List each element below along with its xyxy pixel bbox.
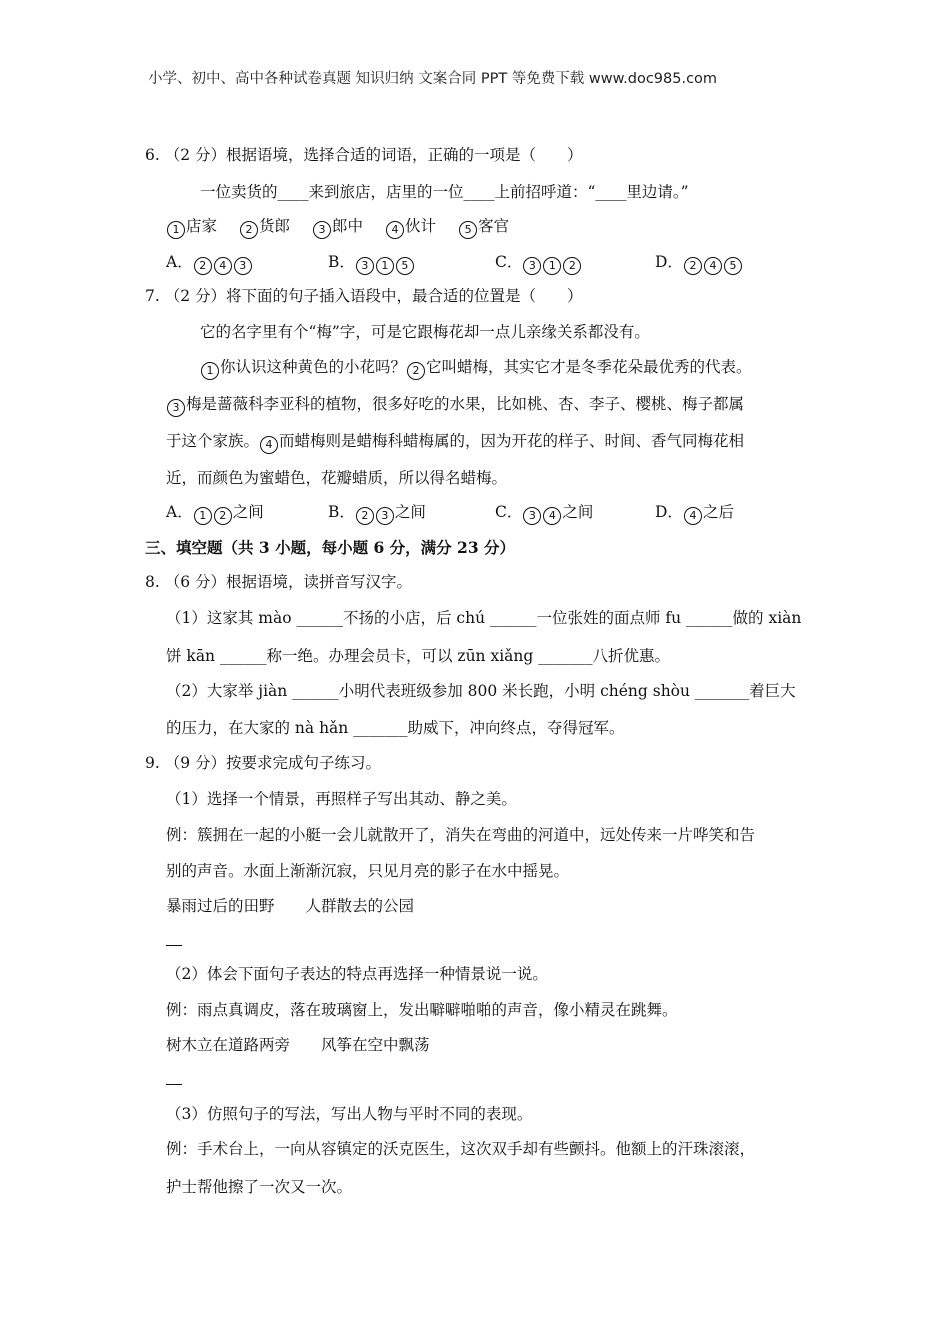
q8-line-3: （2）大家举 jiàn ______小明代表班级参加 800 米长跑，小明 chéng shòu _______着巨大 [166,682,796,700]
option-letter: C． [495,503,523,521]
q6-option-D [655,251,775,275]
q7-stem: 7. （2 分）将下面的句子插入语段中，最合适的位置是（ ） [145,287,583,305]
circled-number-1: 1 [376,257,394,275]
circled-number-1: 1 [167,221,185,239]
circled-number-2: 2 [194,257,212,275]
q6-choice-3 [312,215,363,239]
q6-option-A [166,251,328,275]
circled-number-2: 2 [684,257,702,275]
circled-number-3: 3 [313,221,331,239]
option-letter: A． [166,253,193,271]
q6-choice-4 [385,215,436,239]
circled-number-2: 2 [356,507,374,525]
q6-option-C [495,251,655,275]
q9-part-3: （3）仿照句子的写法，写出人物与平时不同的表现。 [166,1105,533,1123]
q7-sentence: 它的名字里有个“梅”字，可是它跟梅花却一点儿亲缘关系都没有。 [200,323,650,341]
q9-part-1: （1）选择一个情景，再照样子写出其动、静之美。 [166,790,517,808]
q6-choice-text: 店家 [186,217,218,235]
q9-scenes-1: 暴雨过后的田野 人群散去的公园 [166,897,415,915]
option-letter: B． [328,253,355,271]
option-letter: D． [655,253,683,271]
q9-example-3a: 例：手术台上，一向从容镇定的沃克医生，这次双手却有些颤抖。他额上的汗珠滚滚， [166,1140,756,1158]
circled-number-3: 3 [234,257,252,275]
q6-context: 一位卖货的____来到旅店，店里的一位____上前招呼道：“____里边请。” [200,183,689,201]
q9-example-1a: 例：簇拥在一起的小艇一会儿就散开了，消失在弯曲的河道中，远处传来一片哗笑和告 [166,826,756,844]
circled-number-3: 3 [356,257,374,275]
q7-passage-line-4: 近，而颜色为蜜蜡色，花瓣蜡质，所以得名蜡梅。 [166,469,508,487]
q7-passage-line-1: 1 你认识这种黄色的小花吗？ 2 它叫蜡梅，其实它才是冬季花朵最优秀的代表。 [200,356,752,380]
circled-number-2: 2 [407,362,425,380]
q8-line-2: 饼 kān ______称一绝。办理会员卡，可以 zūn xiǎng _______八折优惠。 [166,647,670,665]
q6-options [166,251,775,275]
q6-choice-2 [239,215,290,239]
circled-number-2: 2 [240,221,258,239]
circled-number-5: 5 [396,257,414,275]
q6-choice-text: 客官 [478,217,510,235]
circled-number-4: 4 [386,221,404,239]
q8-stem: 8. （6 分）根据语境，读拼音写汉字。 [145,573,413,591]
q6-choice-1 [166,215,217,239]
circled-number-4: 4 [704,257,722,275]
q6-stem: 6. （2 分）根据语境，选择合适的词语，正确的一项是（ ） [145,146,583,164]
q6-choice-5 [458,215,509,239]
circled-number-2: 2 [214,507,232,525]
circled-number-1: 1 [201,362,219,380]
option-suffix: 之间 [394,503,426,521]
circled-number-3: 3 [523,257,541,275]
option-suffix: 之间 [232,503,264,521]
q7-option-C [495,501,655,525]
circled-number-1: 1 [194,507,212,525]
q9-scenes-2: 树木立在道路两旁 风筝在空中飘荡 [166,1036,430,1054]
q6-choice-text: 货郎 [259,217,291,235]
q6-word-choices [166,215,531,239]
page-header: 小学、初中、高中各种试卷真题 知识归纳 文案合同 PPT 等免费下载 www.doc985.com [148,71,718,87]
circled-number-1: 1 [543,257,561,275]
circled-number-5: 5 [459,221,477,239]
answer-line-2 [166,1084,182,1085]
circled-number-4: 4 [214,257,232,275]
q8-line-4: 的压力，在大家的 nà hǎn _______助威下，冲向终点，夺得冠军。 [166,719,625,737]
q7-option-D [655,501,775,525]
circled-number-3: 3 [376,507,394,525]
q9-example-1b: 别的声音。水面上渐渐沉寂，只见月亮的影子在水中摇晃。 [166,862,570,880]
q7-option-B [328,501,495,525]
circled-number-4: 4 [543,507,561,525]
q9-example-3b: 护士帮他擦了一次又一次。 [166,1178,353,1196]
q7-options [166,501,775,525]
q6-choice-text: 伙计 [405,217,437,235]
q9-example-2: 例：雨点真调皮，落在玻璃窗上，发出噼噼啪啪的声音，像小精灵在跳舞。 [166,1001,678,1019]
circled-number-3: 3 [167,399,185,417]
circled-number-3: 3 [523,507,541,525]
q7-option-A [166,501,328,525]
option-letter: D． [655,503,683,521]
circled-number-4: 4 [684,507,702,525]
circled-number-4: 4 [260,436,278,454]
circled-number-2: 2 [563,257,581,275]
q6-choice-text: 郎中 [332,217,364,235]
q8-line-1: （1）这家其 mào ______不扬的小店，后 chú ______一位张姓的面点师 fu ______做的 xiàn [166,609,802,627]
option-letter: A． [166,503,193,521]
q6-option-B [328,251,495,275]
q7-passage-line-2: 3 梅是蔷薇科李亚科的植物，很多好吃的水果，比如桃、杏、李子、樱桃、梅子都属 [166,393,744,417]
q9-stem: 9. （9 分）按要求完成句子练习。 [145,754,382,772]
q7-passage-line-3: 于这个家族。 4 而蜡梅则是蜡梅科蜡梅属的，因为开花的样子、时间、香气同梅花相 [166,430,744,454]
option-letter: C． [495,253,523,271]
option-suffix: 之间 [562,503,594,521]
section-3-heading: 三、填空题（共 3 小题，每小题 6 分，满分 23 分） [145,538,516,557]
option-suffix: 之后 [702,503,734,521]
q9-part-2: （2）体会下面句子表达的特点再选择一种情景说一说。 [166,965,548,983]
answer-line-1 [166,945,182,946]
option-letter: B． [328,503,355,521]
circled-number-5: 5 [724,257,742,275]
